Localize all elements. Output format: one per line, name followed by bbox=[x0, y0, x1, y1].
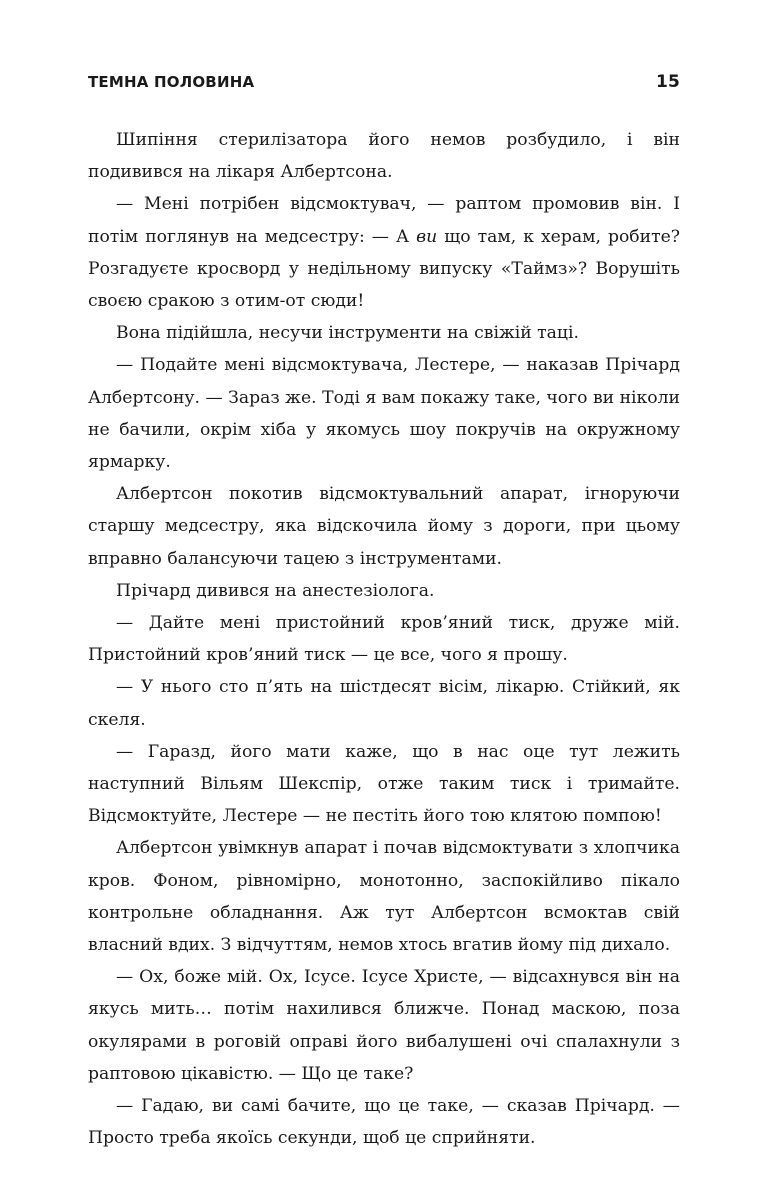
paragraph-5: Албертсон покотив відсмоктувальний апарат, ігноруючи старшу медсестру, яка відскочила йому з дороги, при цьому вправно балансуючи тацею з інструментами. bbox=[88, 484, 680, 569]
paragraph-10: Албертсон увімкнув апарат і почав відсмоктувати з хлопчика кров. Фоном, рівномірно, монотонно, заспокійливо пікало контрольне обладнання. Аж тут Албертсон всмоктав свій власний вдих. З відчуттям, немов хтось вгатив йому під дихало. bbox=[88, 838, 680, 956]
paragraph-1: Шипіння стерилізатора його немов розбудило, і він подивився на лікаря Албертсона. bbox=[88, 130, 680, 183]
paragraph-12: — Гадаю, ви самі бачите, що це таке, — сказав Прічард. — Просто треба якоїсь секунди, щоб це сприйняти. bbox=[88, 1096, 680, 1149]
paragraph-2-part-2: що там, к херам, робите? Розгадуєте кросворд у недільному випуску «Таймз»? Ворушіть своєю сракою з отим-от сюди! bbox=[88, 226, 681, 312]
running-head-title: ТЕМНА ПОЛОВИНА bbox=[88, 73, 255, 91]
paragraph-8: — У нього сто п’ять на шістдесят вісім, лікарю. Стійкий, як скеля. bbox=[88, 677, 680, 730]
paragraph-2-part-1: — Мені потрібен відсмоктувач, — раптом промовив він. І потім поглянув на медсестру: — А bbox=[88, 194, 680, 247]
paragraph-3: Вона підійшла, несучи інструменти на свіжій таці. bbox=[116, 323, 579, 344]
paragraph-4: — Подайте мені відсмоктувача, Лестере, — наказав Прічард Албертсону. — Зараз же. Тоді я вам покажу таке, чого ви ніколи не бачили, окрім хіба у якомусь шоу покручів на окружному ярмарку. bbox=[88, 355, 680, 473]
paragraph-11: — Ох, боже мій. Ох, Ісусе. Ісусе Христе, — відсахнувся він на якусь мить… потім нахилився ближче. Понад маскою, поза окулярами в роговій оправі його вибалушені очі спалахнули з раптовою цікавістю. — Що це таке? bbox=[88, 967, 680, 1084]
paragraph-2 bbox=[88, 188, 680, 317]
paragraph-9: — Гаразд, його мати каже, що в нас оце тут лежить наступний Вільям Шекспір, отже таким тиск і тримайте. Відсмоктуйте, Лестере — не пестіть його тою клятою помпою! bbox=[88, 741, 680, 827]
paragraph-2-emphasis: ви bbox=[416, 226, 438, 247]
body-text bbox=[88, 124, 680, 1155]
paragraph-7: — Дайте мені пристойний кров’яний тиск, друже мій. Пристойний кров’яний тиск — це все, чого я прошу. bbox=[88, 613, 680, 666]
page-number: 15 bbox=[655, 72, 680, 92]
paragraph-6: Прічард дивився на анестезіолога. bbox=[116, 580, 435, 601]
running-head bbox=[88, 72, 680, 102]
